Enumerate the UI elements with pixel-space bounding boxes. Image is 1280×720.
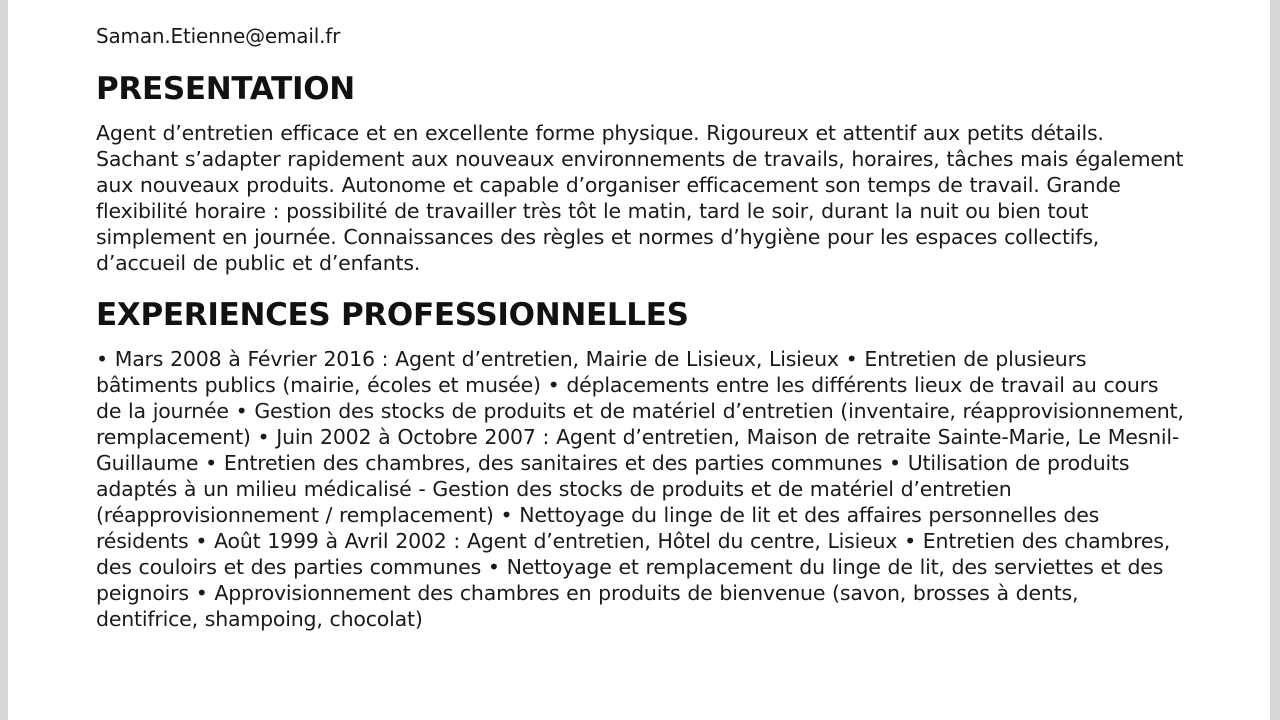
resume-content bbox=[96, 22, 1196, 632]
presentation-text: Agent d’entretien efficace et en excellente forme physique. Rigoureux et attentif aux petits détails. Sachant s’adapter rapidement aux nouveaux environnements de travails, horaires, tâches mais également aux nouveaux produits. Autonome et capable d’organiser efficacement son temps de travail. Grande flexibilité horaire : possibilité de travailler très tôt le matin, tard le soir, durant la nuit ou bien tout simplement en journée. Connaissances des règles et normes d’hygiène pour les espaces collectifs, d’accueil de public et d’enfants. bbox=[96, 121, 1184, 275]
experiences-heading: EXPERIENCES PROFESSIONNELLES bbox=[96, 297, 689, 333]
experiences-text: • Mars 2008 à Février 2016 : Agent d’entretien, Mairie de Lisieux, Lisieux • Entretien de plusieurs bâtiments publics (mairie, écoles et musée) • déplacements entre les différents lieux de travail au cours de la journée • Gestion des stocks de produits et de matériel d’entretien (inventaire, réapprovisionnement, remplacement) • Juin 2002 à Octobre 2007 : Agent d’entretien, Maison de retraite Sainte-Marie, Le Mesnil-Guillaume • Entretien des chambres, des sanitaires et des parties communes • Utilisation de produits adaptés à un milieu médicalisé - Gestion des stocks de produits et de matériel d’entretien (réapprovisionnement / remplacement) • Nettoyage du linge de lit et des affaires personnelles des résidents • Août 1999 à Avril 2002 : Agent d’entretien, Hôtel du centre, Lisieux • Entretien des chambres, des couloirs et des parties communes • Nettoyage et remplacement du linge de lit, des serviettes et des peignoirs • Approvisionnement des chambres en produits de bienvenue (savon, brosses à dents, dentifrice, shampoing, chocolat) bbox=[96, 347, 1184, 631]
resume-page bbox=[8, 0, 1270, 720]
presentation-heading: PRESENTATION bbox=[96, 71, 355, 107]
contact-email: Saman.Etienne@email.fr bbox=[96, 24, 341, 48]
